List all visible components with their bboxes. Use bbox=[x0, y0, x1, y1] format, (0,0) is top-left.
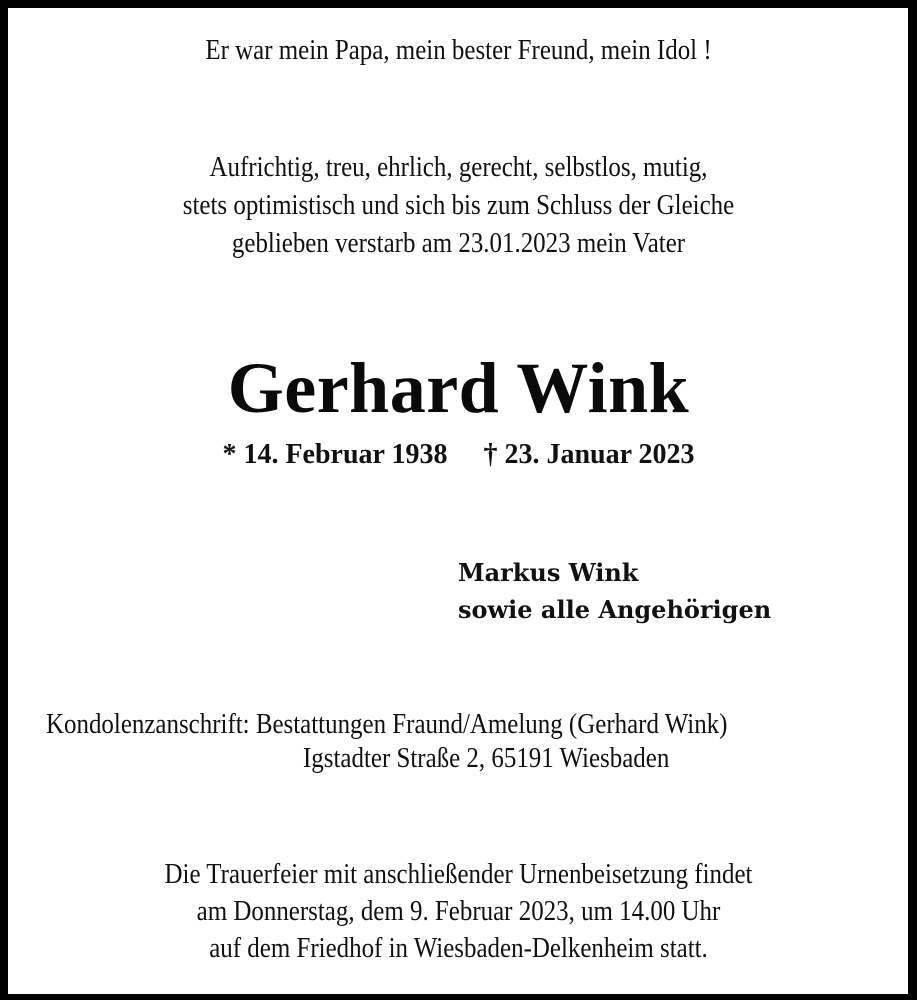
condolence-address-line-2: Igstadter Straße 2, 65191 Wiesbaden bbox=[303, 742, 670, 774]
birth-date: 14. Februar 1938 bbox=[243, 439, 448, 470]
life-dates bbox=[0, 439, 917, 471]
tribute-line-3: geblieben verstarb am 23.01.2023 mein Vater bbox=[231, 227, 686, 259]
mourner-name: Markus Wink bbox=[458, 558, 639, 587]
death-cross-icon: † bbox=[483, 439, 498, 470]
service-line-3: auf dem Friedhof in Wiesbaden-Delkenheim statt. bbox=[209, 932, 708, 964]
service-line-2: am Donnerstag, dem 9. Februar 2023, um 14.00 Uhr bbox=[196, 895, 721, 927]
intro-line: Er war mein Papa, mein bester Freund, mein Idol ! bbox=[205, 34, 712, 66]
condolence-address-line-1: Kondolenzanschrift: Bestattungen Fraund/Amelung (Gerhard Wink) bbox=[46, 708, 728, 740]
service-line-1: Die Trauerfeier mit anschließender Urnenbeisetzung findet bbox=[164, 858, 753, 890]
mourner-relatives: sowie alle Angehörigen bbox=[458, 595, 772, 624]
birth-star-icon: * bbox=[222, 439, 237, 470]
deceased-name: Gerhard Wink bbox=[227, 348, 690, 428]
tribute-line-2: stets optimistisch und sich bis zum Schluss der Gleiche bbox=[182, 189, 735, 221]
death-date: 23. Januar 2023 bbox=[504, 439, 695, 470]
tribute-line-1: Aufrichtig, treu, ehrlich, gerecht, selbstlos, mutig, bbox=[209, 151, 708, 183]
